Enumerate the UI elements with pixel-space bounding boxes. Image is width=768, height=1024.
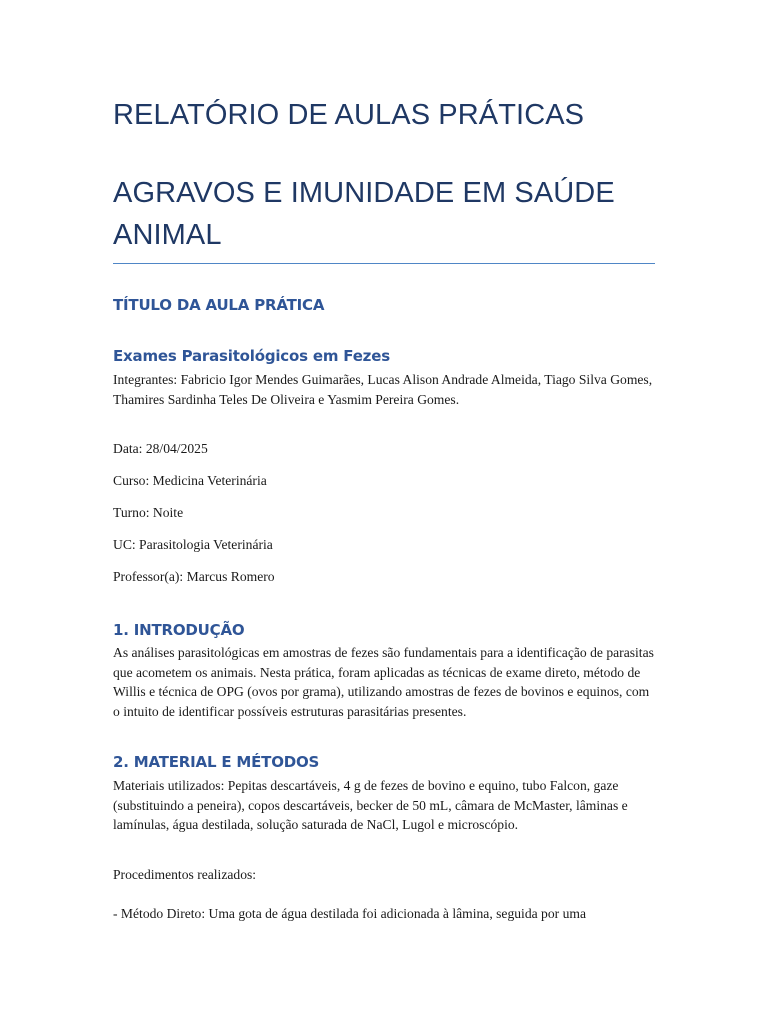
- procedures-label: Procedimentos realizados:: [113, 867, 257, 882]
- direct-method-paragraph: - Método Direto: Uma gota de água destilada foi adicionada à lâmina, seguida por uma: [113, 906, 586, 921]
- title-divider: [113, 263, 655, 264]
- professor-line: Professor(a): Marcus Romero: [113, 569, 275, 584]
- document-title: [113, 94, 658, 256]
- materials-paragraph: Materiais utilizados: Pepitas descartáveis, 4 g de fezes de bovino e equino, tubo Falcon, gaze (substituindo a peneira), copos descartáveis, becker de 50 mL, câmara de McMaster, lâminas e lamínulas, água destilada, solução saturada de NaCl, Lugol e microscópio.: [113, 778, 628, 832]
- course-line: Curso: Medicina Veterinária: [113, 473, 267, 488]
- methods-heading: 2. MATERIAL E MÉTODOS: [113, 753, 320, 771]
- title-line-report: RELATÓRIO DE AULAS PRÁTICAS: [113, 99, 585, 131]
- uc-line: UC: Parasitologia Veterinária: [113, 537, 273, 552]
- intro-heading: 1. INTRODUÇÃO: [113, 621, 245, 639]
- members-paragraph: Integrantes: Fabricio Igor Mendes Guimarães, Lucas Alison Andrade Almeida, Tiago Silva Gomes, Thamires Sardinha Teles De Oliveira e Yasmim Pereira Gomes.: [113, 372, 653, 407]
- section-title-label: TÍTULO DA AULA PRÁTICA: [113, 296, 325, 314]
- shift-line: Turno: Noite: [113, 505, 184, 520]
- intro-paragraph: As análises parasitológicas em amostras de fezes são fundamentais para a identificação de parasitas que acometem os animais. Nesta prática, foram aplicadas as técnicas de exame direto, método de Willis e técnica de OPG (ovos por grama), utilizando amostras de fezes de bovinos e equinos, com o intuito de identificar possíveis estruturas parasitárias presentes.: [113, 645, 654, 719]
- title-line-subject: AGRAVOS E IMUNIDADE EM SAÚDE ANIMAL: [113, 177, 615, 251]
- practice-title: Exames Parasitológicos em Fezes: [113, 347, 390, 365]
- date-line: Data: 28/04/2025: [113, 441, 208, 456]
